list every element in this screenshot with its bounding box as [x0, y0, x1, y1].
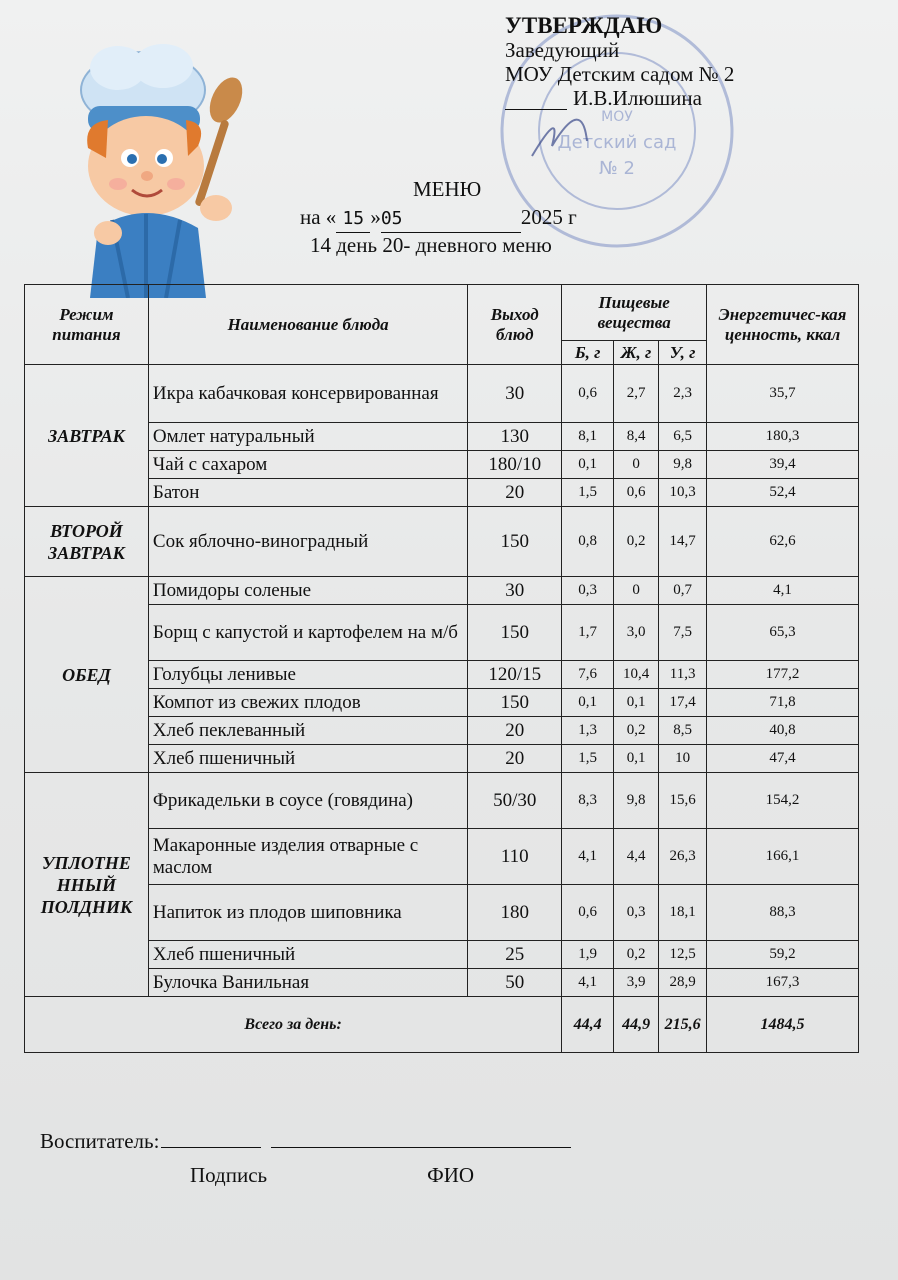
table-row	[25, 829, 859, 885]
name-blank	[271, 1147, 571, 1148]
date-month: 05	[381, 206, 521, 233]
dish-output: 110	[468, 829, 562, 885]
table-row	[25, 661, 859, 689]
dish-output: 180	[468, 885, 562, 941]
kcal-value: 180,3	[707, 423, 859, 451]
totals-row	[25, 997, 859, 1053]
date-mid: »	[370, 205, 381, 229]
menu-title: МЕНЮ	[413, 177, 482, 201]
header-regime: Режим питания	[25, 285, 149, 365]
carb-value: 8,5	[659, 717, 707, 745]
total-fat: 44,9	[614, 997, 659, 1053]
approve-organization: МОУ Детским садом № 2	[505, 62, 735, 86]
dish-name: Омлет натуральный	[148, 423, 467, 451]
protein-value: 1,9	[562, 941, 614, 969]
meal-second-breakfast: ВТОРОЙ ЗАВТРАК	[25, 507, 149, 577]
kcal-value: 35,7	[707, 365, 859, 423]
table-row	[25, 365, 859, 423]
svg-text:МОУ: МОУ	[601, 109, 633, 125]
dish-name: Хлеб пшеничный	[148, 745, 467, 773]
header-nutrients: Пищевые вещества	[562, 285, 707, 341]
footer-captions	[190, 1162, 474, 1188]
dish-output: 30	[468, 577, 562, 605]
dish-output: 150	[468, 689, 562, 717]
dish-name: Хлеб пеклеванный	[148, 717, 467, 745]
dish-name: Икра кабачковая консервированная	[148, 365, 467, 423]
kcal-value: 177,2	[707, 661, 859, 689]
kcal-value: 40,8	[707, 717, 859, 745]
protein-value: 4,1	[562, 829, 614, 885]
dish-name: Помидоры соленые	[148, 577, 467, 605]
protein-value: 1,5	[562, 479, 614, 507]
protein-value: 8,1	[562, 423, 614, 451]
fat-value: 10,4	[614, 661, 659, 689]
protein-value: 0,6	[562, 885, 614, 941]
kcal-value: 52,4	[707, 479, 859, 507]
dish-name: Булочка Ванильная	[148, 969, 467, 997]
protein-value: 1,5	[562, 745, 614, 773]
header-energy: Энергетичес-кая ценность, ккал	[707, 285, 859, 365]
date-prefix: на «	[300, 205, 337, 229]
carb-value: 0,7	[659, 577, 707, 605]
footer	[40, 1128, 571, 1187]
fat-value: 0,2	[614, 717, 659, 745]
table-row	[25, 885, 859, 941]
table-row	[25, 773, 859, 829]
date-day: 15	[336, 206, 370, 233]
dish-output: 120/15	[468, 661, 562, 689]
header-dish: Наименование блюда	[148, 285, 467, 365]
protein-value: 1,3	[562, 717, 614, 745]
protein-value: 0,6	[562, 365, 614, 423]
educator-label: Воспитатель:	[40, 1129, 160, 1153]
fat-value: 2,7	[614, 365, 659, 423]
approve-position: Заведующий	[505, 38, 620, 62]
header-fat: Ж, г	[614, 341, 659, 365]
carb-value: 11,3	[659, 661, 707, 689]
table-row	[25, 941, 859, 969]
signature-caption: Подпись	[190, 1163, 268, 1187]
table-row	[25, 605, 859, 661]
table-row	[25, 507, 859, 577]
fat-value: 0	[614, 451, 659, 479]
total-carb: 215,6	[659, 997, 707, 1053]
signature-line	[505, 109, 567, 110]
table-row	[25, 745, 859, 773]
table-row	[25, 717, 859, 745]
carb-value: 26,3	[659, 829, 707, 885]
dish-name: Фрикадельки в соусе (говядина)	[148, 773, 467, 829]
dish-name: Батон	[148, 479, 467, 507]
table-row	[25, 479, 859, 507]
meal-lunch: ОБЕД	[25, 577, 149, 773]
header-carb: У, г	[659, 341, 707, 365]
menu-date-line	[300, 204, 577, 233]
dish-name: Чай с сахаром	[148, 451, 467, 479]
kcal-value: 88,3	[707, 885, 859, 941]
table-row	[25, 451, 859, 479]
name-caption: ФИО	[427, 1163, 475, 1187]
protein-value: 0,1	[562, 689, 614, 717]
carb-value: 7,5	[659, 605, 707, 661]
carb-value: 2,3	[659, 365, 707, 423]
table-header-row	[25, 285, 859, 341]
dish-output: 50/30	[468, 773, 562, 829]
date-year: 2025	[520, 205, 563, 229]
carb-value: 10	[659, 745, 707, 773]
approve-title: УТВЕРЖДАЮ	[505, 13, 663, 38]
fat-value: 0,6	[614, 479, 659, 507]
protein-value: 0,3	[562, 577, 614, 605]
dish-name: Компот из свежих плодов	[148, 689, 467, 717]
total-kcal: 1484,5	[707, 997, 859, 1053]
meal-snack: УПЛОТНЕ ННЫЙ ПОЛДНИК	[25, 773, 149, 997]
dish-output: 20	[468, 479, 562, 507]
dish-name: Сок яблочно-виноградный	[148, 507, 467, 577]
dish-name: Борщ с капустой и картофелем на м/б	[148, 605, 467, 661]
dish-name: Напиток из плодов шиповника	[148, 885, 467, 941]
kcal-value: 39,4	[707, 451, 859, 479]
fat-value: 0,2	[614, 507, 659, 577]
carb-value: 15,6	[659, 773, 707, 829]
dish-name: Голубцы ленивые	[148, 661, 467, 689]
fat-value: 9,8	[614, 773, 659, 829]
carb-value: 10,3	[659, 479, 707, 507]
dish-output: 25	[468, 941, 562, 969]
dish-output: 20	[468, 717, 562, 745]
carb-value: 12,5	[659, 941, 707, 969]
total-label: Всего за день:	[25, 997, 562, 1053]
dish-output: 130	[468, 423, 562, 451]
approve-name: И.В.Илюшина	[573, 86, 702, 110]
chef-mascot-illustration	[48, 28, 273, 298]
kcal-value: 62,6	[707, 507, 859, 577]
table-body	[25, 365, 859, 997]
dish-output: 50	[468, 969, 562, 997]
carb-value: 9,8	[659, 451, 707, 479]
educator-row	[40, 1128, 571, 1154]
carb-value: 18,1	[659, 885, 707, 941]
kcal-value: 71,8	[707, 689, 859, 717]
kcal-value: 154,2	[707, 773, 859, 829]
header-protein: Б, г	[562, 341, 614, 365]
table-row	[25, 969, 859, 997]
kcal-value: 47,4	[707, 745, 859, 773]
protein-value: 8,3	[562, 773, 614, 829]
dish-name: Макаронные изделия отварные с маслом	[148, 829, 467, 885]
meal-breakfast: ЗАВТРАК	[25, 365, 149, 507]
fat-value: 0	[614, 577, 659, 605]
carb-value: 17,4	[659, 689, 707, 717]
fat-value: 8,4	[614, 423, 659, 451]
fat-value: 0,3	[614, 885, 659, 941]
kcal-value: 65,3	[707, 605, 859, 661]
menu-table	[24, 284, 859, 1053]
dish-output: 20	[468, 745, 562, 773]
carb-value: 14,7	[659, 507, 707, 577]
signature-blank	[161, 1147, 261, 1148]
carb-value: 6,5	[659, 423, 707, 451]
protein-value: 0,8	[562, 507, 614, 577]
date-year-suffix: г	[568, 205, 577, 229]
protein-value: 1,7	[562, 605, 614, 661]
fat-value: 4,4	[614, 829, 659, 885]
total-protein: 44,4	[562, 997, 614, 1053]
kcal-value: 59,2	[707, 941, 859, 969]
fat-value: 0,1	[614, 689, 659, 717]
menu-subtitle: 14 день 20- дневного меню	[310, 233, 552, 257]
dish-output: 180/10	[468, 451, 562, 479]
fat-value: 0,2	[614, 941, 659, 969]
dish-name: Хлеб пшеничный	[148, 941, 467, 969]
kcal-value: 4,1	[707, 577, 859, 605]
svg-text:Детский сад: Детский сад	[557, 132, 677, 153]
protein-value: 4,1	[562, 969, 614, 997]
svg-text:№ 2: № 2	[599, 158, 635, 179]
table-row	[25, 689, 859, 717]
table-row	[25, 423, 859, 451]
dish-output: 150	[468, 507, 562, 577]
kcal-value: 166,1	[707, 829, 859, 885]
dish-output: 150	[468, 605, 562, 661]
fat-value: 3,0	[614, 605, 659, 661]
approve-signature-row	[505, 86, 734, 110]
approval-block	[505, 14, 734, 110]
dish-output: 30	[468, 365, 562, 423]
carb-value: 28,9	[659, 969, 707, 997]
protein-value: 7,6	[562, 661, 614, 689]
fat-value: 0,1	[614, 745, 659, 773]
fat-value: 3,9	[614, 969, 659, 997]
protein-value: 0,1	[562, 451, 614, 479]
header-output: Выход блюд	[468, 285, 562, 365]
kcal-value: 167,3	[707, 969, 859, 997]
table-row	[25, 577, 859, 605]
